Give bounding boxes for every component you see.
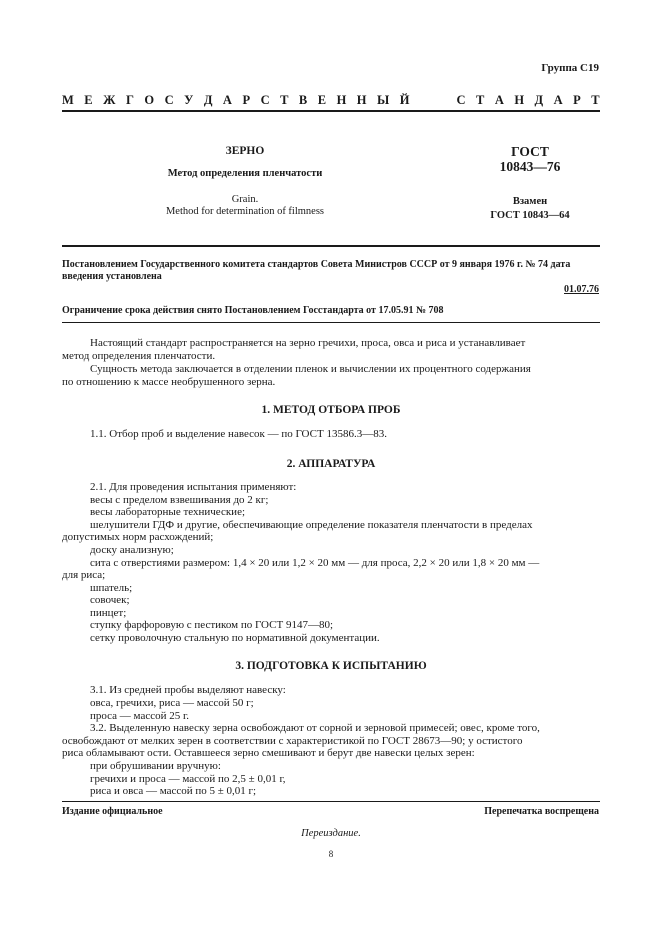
section-2-intro: 2.1. Для проведения испытания применяют: [90,481,297,493]
gost-label: ГОСТ [511,144,549,159]
reprint-prohibited: Перепечатка воспрещена [484,806,599,817]
method-ru: Метод определения пленчатости [167,168,323,179]
section-3-p31: 3.1. Из средней пробы выделяют навеску: [90,684,286,696]
section-3-p32-line1: 3.2. Выделенную навеску зерна освобождают от сорной и зерновой примесей; овес, кроме того, [90,722,540,734]
decree-line-1: Постановлением Государственного комитета стандартов Совета Министров СССР от 9 января 1976 г. № 74 дата [62,259,571,270]
heading-letter: М [62,93,74,107]
heading-letter: Г [125,93,134,107]
section-3-p31-b: проса — массой 25 г. [90,710,189,722]
apparatus-item-5-line2: для риса; [62,569,106,581]
heading-letter: А [222,93,232,107]
heading-letter: Т [591,93,600,107]
section-3-p32-b: гречихи и проса — массой по 2,5 ± 0,01 г, [90,773,286,785]
heading-letter: С [456,93,466,107]
apparatus-item-5-line1: сита с отверстиями размером: 1,4 × 20 или 1,2 × 20 мм — для проса, 2,2 × 20 или 1,8 × 20 мм — [90,557,540,569]
title-bottom-rule [62,245,600,247]
apparatus-item-6: шпатель; [90,582,133,594]
heading-letter: Й [399,93,410,107]
heading-letter: О [144,93,155,107]
method-en: Method for determination of filmness [165,206,325,217]
page-number: 8 [328,849,334,859]
apparatus-item-9: ступку фарфоровую с пестиком по ГОСТ 9147—80; [90,619,333,631]
heading-letter: Ы [377,93,390,107]
section-3-p32-line2: освобождают от мелких зерен в соответствии с характеристикой по ГОСТ 28673—90; у остистого [62,735,523,747]
intro-p2-line1: Сущность метода заключается в отделении пленок и вычислении их процентного содержания [90,363,531,375]
heading-letter: С [164,93,174,107]
section-1-title: 1. МЕТОД ОТБОРА ПРОБ [261,404,401,416]
heading-letter: Т [475,93,485,107]
heading-letter: Н [514,93,525,107]
apparatus-item-10: сетку проволочную стальную по нормативной документации. [90,632,380,644]
section-3-p32-line3: риса обламывают ости. Оставшееся зерно смешивают и берут две навески целых зерен: [62,747,475,759]
title-en: Grain. [231,194,259,205]
heading-letter: А [494,93,504,107]
heading-word-gap [420,93,446,108]
decree-date: 01.07.76 [564,284,599,295]
apparatus-item-8: пинцет; [90,607,127,619]
section-2-title: 2. АППАРАТУРА [286,458,376,470]
heading-letter: А [553,93,563,107]
apparatus-item-4: доску анализную; [90,544,174,556]
section-1-text: 1.1. Отбор проб и выделение навесок — по ГОСТ 13586.3—83. [90,428,387,440]
section-3-p32-a: при обрушивании вручную: [90,760,221,772]
decree-line-2: введения установлена [62,271,162,282]
apparatus-item-3-line1: шелушители ГДФ и другие, обеспечивающие определение показателя пленчатости в пределах [90,519,533,531]
section-3-title: 3. ПОДГОТОВКА К ИСПЫТАНИЮ [235,660,427,672]
heading-letter: Р [573,93,581,107]
heading-letter: Е [84,93,93,107]
intro-p1-line2: метод определения пленчатости. [62,350,216,362]
heading-letter: Р [242,93,251,107]
heading-letter: У [184,93,194,107]
apparatus-item-1: весы с пределом взвешивания до 2 кг; [90,494,269,506]
section-3-p32-c: риса и овса — массой по 5 ± 0,01 г; [90,785,257,797]
official-edition: Издание официальное [62,806,163,817]
heading-letter: С [260,93,270,107]
replaces-label: Взамен [512,196,548,207]
heading-letter: Т [280,93,289,107]
apparatus-item-2: весы лабораторные технические; [90,506,246,518]
interstate-standard-heading [62,93,600,108]
heading-letter: Д [534,93,544,107]
top-rule [62,110,600,112]
section-3-p31-a: овса, гречихи, риса — массой 50 г; [90,697,254,709]
restriction-note: Ограничение срока действия снято Постановлением Госстандарта от 17.05.91 № 708 [62,305,444,316]
heading-letter: Н [356,93,367,107]
apparatus-item-3-line2: допустимых норм расхождений; [62,531,214,543]
reissue-note: Переиздание. [301,828,361,839]
apparatus-item-7: совочек; [90,594,130,606]
heading-letter: В [298,93,308,107]
title-ru: ЗЕРНО [225,145,265,157]
group-label: Группа С19 [541,62,599,74]
footer-rule [62,801,600,802]
heading-letter: Н [336,93,347,107]
decree-rule [62,322,600,323]
gost-number: 10843—76 [499,159,561,174]
replaces-gost: ГОСТ 10843—64 [490,210,570,221]
heading-letter: Д [203,93,213,107]
intro-p1-line1: Настоящий стандарт распространяется на зерно гречихи, проса, овса и риса и устанавливает [90,337,526,349]
intro-p2-line2: по отношению к массе необрушенного зерна. [62,376,276,388]
heading-letter: Е [317,93,327,107]
heading-letter: Ж [103,93,116,107]
